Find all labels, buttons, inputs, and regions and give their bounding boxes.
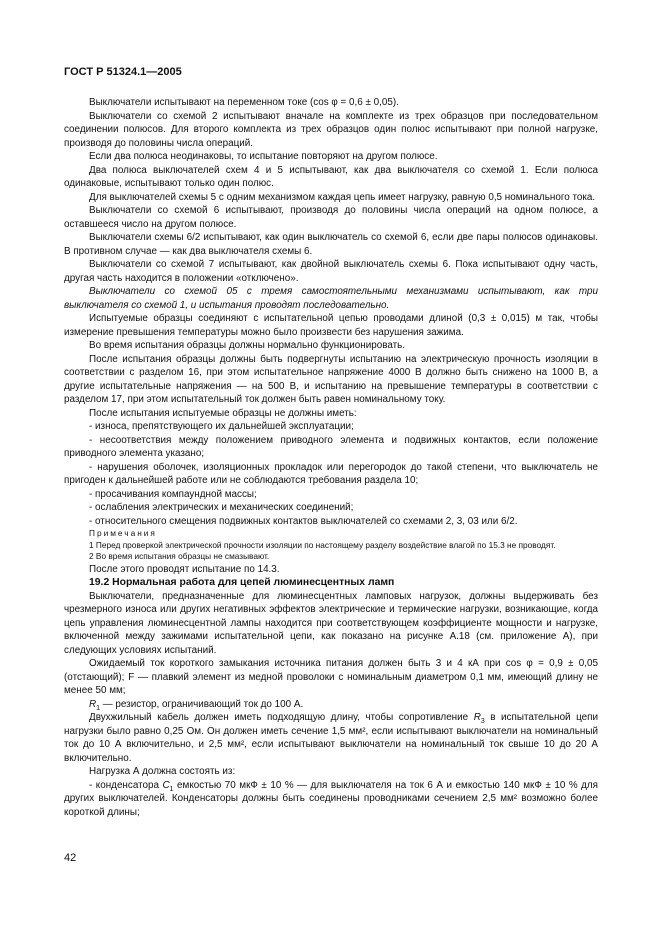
list-item: - несоответствия между положением приводного элемента и подвижных контактов, если положение приводного элемента указано; (64, 434, 598, 459)
text: - конденсатора (89, 779, 163, 791)
text: — резистор, ограничивающий ток до 100 А. (100, 698, 304, 710)
symbol: R (89, 698, 97, 710)
paragraph (64, 711, 598, 765)
paragraph: Выключатели со схемой 2 испытывают вначале на комплекте из трех образцов при последовательном соединении полюсов. Для второго комплекта из трех образцов один полюс испытывают при полной нагрузке, производя до половины числа операций. (64, 110, 598, 149)
paragraph: Нагрузка А должна состоять из: (89, 766, 236, 777)
paragraph: После испытания испытуемые образцы не должны иметь: (89, 407, 357, 419)
paragraph: Выключатели со схемой 7 испытывают, как двойной выключатель схемы 6. Пока испытывают одну часть, другая часть находится в положении «отключено». (64, 259, 598, 284)
list-item: - просачивания компаундной массы; (89, 488, 257, 500)
paragraph: После испытания образцы должны быть подвергнуты испытанию на электрическую прочность изоляции в соответствии с разделом 16, при этом испытательное напряжение 4000 В должно быть снижено на 1000 В, а другие испытательные напряжения — на 500 В, и испытанию на превышение температуры в соответствии с разделом 17, при этом испытательный ток должен быть равен номинальному току. (64, 353, 598, 405)
document-header: ГОСТ Р 51324.1—2005 (64, 66, 182, 78)
subscript: 3 (480, 717, 485, 725)
list-item: - ослабления электрических и механических соединений; (89, 502, 354, 513)
paragraph: Для выключателей схемы 5 с одним механизмом каждая цепь имеет нагрузку, равную 0,5 номинального тока. (89, 191, 596, 203)
text: емкостью 70 мкФ ± 10 % — для выключателя на ток 6 А и емкостью 140 мкФ ± 10 % для других выключателей. Конденсаторы должны быть соединены проводниками сечением 2,5 мм² возможно более короткой длины; (64, 779, 598, 818)
section-heading: 19.2 Нормальная работа для цепей люминесцентных ламп (89, 577, 395, 588)
list-item: - износа, препятствующего их дальнейшей эксплуатации; (89, 421, 354, 432)
notes-title: Примечания (89, 528, 157, 538)
paragraph: После этого проводят испытание по 14.3. (89, 563, 280, 575)
paragraph: Ожидаемый ток короткого замыкания источника питания должен быть 3 и 4 кА при cos φ = 0,9 ± 0,05 (отстающий); F — плавкий элемент из медной проволоки с номинальным диаметром 0,1 мм, имеющий длину не менее 50 мм; (64, 658, 598, 696)
paragraph (64, 779, 598, 820)
symbol: C (162, 779, 170, 791)
paragraph-italic: Выключатели со схемой 05 с тремя самостоятельными механизмами испытывают, как три выключателя со схемой 1, и испытания проводят последовательно. (64, 286, 598, 311)
note-item: 1 Перед проверкой электрической прочности изоляции по настоящему разделу воздействие влагой по 15.3 не проводят. (89, 539, 556, 550)
page-content (64, 96, 598, 819)
paragraph: Выключатели схемы 6/2 испытывают, как один выключатель со схемой 6, если две пары полюсов одинаковы. В противном случае — как два выключателя схемы 6. (64, 232, 598, 257)
note-item: 2 Во время испытания образцы не смазывают. (89, 551, 270, 561)
text: Двухжильный кабель должен иметь подходящую длину, чтобы сопротивление (89, 712, 474, 723)
text: в испытательной цепи нагрузки было равно 0,25 Ом. Он должен иметь сечение 1,5 мм², если испытывают выключатели на номинальный ток до 10 А включительно, и 2,5 мм², если испытывают выключатели на номинальный ток свыше 10 до 20 А включительно. (64, 712, 599, 764)
paragraph: Испытуемые образцы соединяют с испытательной цепью проводами длиной (0,3 ± 0,015) м так, чтобы измерение превышения температуры можно было произвести без нарушения зажима. (64, 313, 598, 338)
paragraph (64, 698, 598, 712)
list-item: - относительного смещения подвижных контактов выключателей со схемами 2, 3, 03 или 6/2. (89, 515, 518, 527)
paragraph: Если два полюса неодинаковы, то испытание повторяют на другом полюсе. (89, 151, 438, 162)
paragraph: Во время испытания образцы должны нормально функционировать. (89, 340, 406, 351)
paragraph: Выключатели, предназначенные для люминесцентных ламповых нагрузок, должны выдерживать без чрезмерного износа или других негативных эффектов электрические и термические нагрузки, возникающие, когда цепь управления люминесцентной лампы находится при соответствующем коэффициенте мощности и нагрузке, включенной между зажимами испытательной цепи, как показано на рисунке А.18 (см. приложение А), при следующих условиях испытаний. (64, 590, 598, 656)
paragraph: Выключатели со схемой 6 испытывают, производя до половины числа операций на одном полюсе, а оставшееся число на другом полюсе. (64, 205, 598, 230)
symbol: R (473, 712, 481, 723)
subscript: 1 (169, 785, 174, 793)
subscript: 1 (96, 704, 101, 712)
paragraph: Два полюса выключателей схем 4 и 5 испытывают, как два выключателя со схемой 1. Если полюса одинаковые, испытывают только один полюс. (64, 164, 598, 189)
paragraph: Выключатели испытывают на переменном токе (cos φ = 0,6 ± 0,05). (89, 97, 399, 108)
list-item: - нарушения оболочек, изоляционных прокладок или перегородок до такой степени, что выключатель не пригоден к дальнейшей работе или не соблюдаются требования раздела 10; (64, 461, 598, 486)
page-number: 42 (64, 852, 77, 864)
